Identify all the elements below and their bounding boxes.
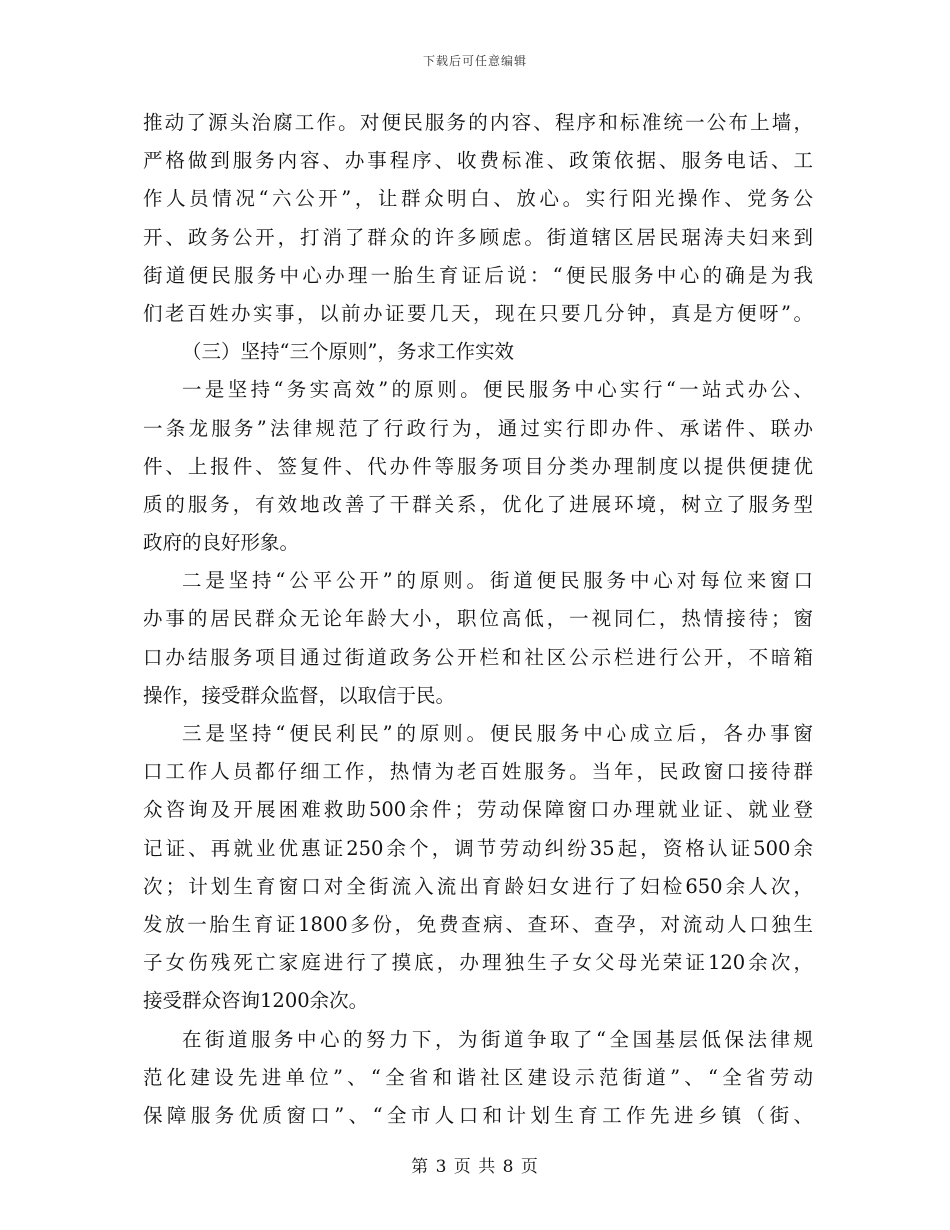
text-line: 二是坚持“公平公开”的原则。街道便民服务中心对每位来窗口 [182,569,813,593]
text-line: （三）坚持“三个原则”，务求工作实效 [182,340,514,364]
text-line: 政府的良好形象。 [143,531,300,555]
text-line: 范化建设先进单位”、“全省和谐社区建设示范街道”、“全省劳动 [143,1065,813,1089]
text-line: 一是坚持“务实高效”的原则。便民服务中心实行“一站式办公、 [182,378,813,402]
text-line: 在街道服务中心的努力下，为街道争取了“全国基层低保法律规 [182,1027,813,1051]
document-body [143,104,813,1135]
text-line: 件、上报件、签复件、代办件等服务项目分类办理制度以提供便捷优 [143,454,813,478]
text-line: 三是坚持“便民利民”的原则。便民服务中心成立后，各办事窗 [182,722,813,745]
text-line: 次；计划生育窗口对全街流入流出育龄妇女进行了妇检650余人次， [143,874,813,898]
page-number: 第 3 页 共 8 页 [411,1157,539,1177]
text-line: 口工作人员都仔细工作，热情为老百姓服务。当年，民政窗口接待群 [143,760,813,784]
text-line: 口办结服务项目通过街道政务公开栏和社区公示栏进行公开，不暗箱 [143,645,813,669]
text-line: 街道便民服务中心办理一胎生育证后说：“便民服务中心的确是为我 [143,263,813,287]
page-header: 下载后可任意编辑 [422,54,527,68]
text-line: 们老百姓办实事，以前办证要几天，现在只要几分钟，真是方便呀”。 [143,301,813,325]
text-line: 开、政务公开，打消了群众的许多顾虑。街道辖区居民琚涛夫妇来到 [143,225,813,249]
text-line: 保障服务优质窗口”、“全市人口和计划生育工作先进乡镇（街、 [143,1103,813,1127]
text-line: 记证、再就业优惠证250余个，调节劳动纠纷35起，资格认证500余 [143,836,813,860]
text-line: 一条龙服务”法律规范了行政行为，通过实行即办件、承诺件、联办 [143,416,813,440]
text-line: 子女伤残死亡家庭进行了摸底，办理独生子女父母光荣证120余次， [143,951,813,975]
text-line: 作人员情况“六公开”，让群众明白、放心。实行阳光操作、党务公 [143,187,813,211]
text-line: 推动了源头治腐工作。对便民服务的内容、程序和标准统一公布上墙， [143,111,813,134]
text-line: 办事的居民群众无论年龄大小，职位高低，一视同仁，热情接待；窗 [143,607,813,631]
text-line: 接受群众咨询1200余次。 [143,989,369,1013]
text-line: 严格做到服务内容、办事程序、收费标准、政策依据、服务电话、工 [143,149,813,173]
text-line: 发放一胎生育证1800多份，免费查病、查环、查孕，对流动人口独生 [143,912,813,936]
text-line: 操作，接受群众监督，以取信于民。 [143,683,456,707]
text-line: 众咨询及开展困难救助500余件；劳动保障窗口办理就业证、就业登 [143,798,813,822]
text-line: 质的服务，有效地改善了干群关系，优化了进展环境，树立了服务型 [143,492,813,516]
